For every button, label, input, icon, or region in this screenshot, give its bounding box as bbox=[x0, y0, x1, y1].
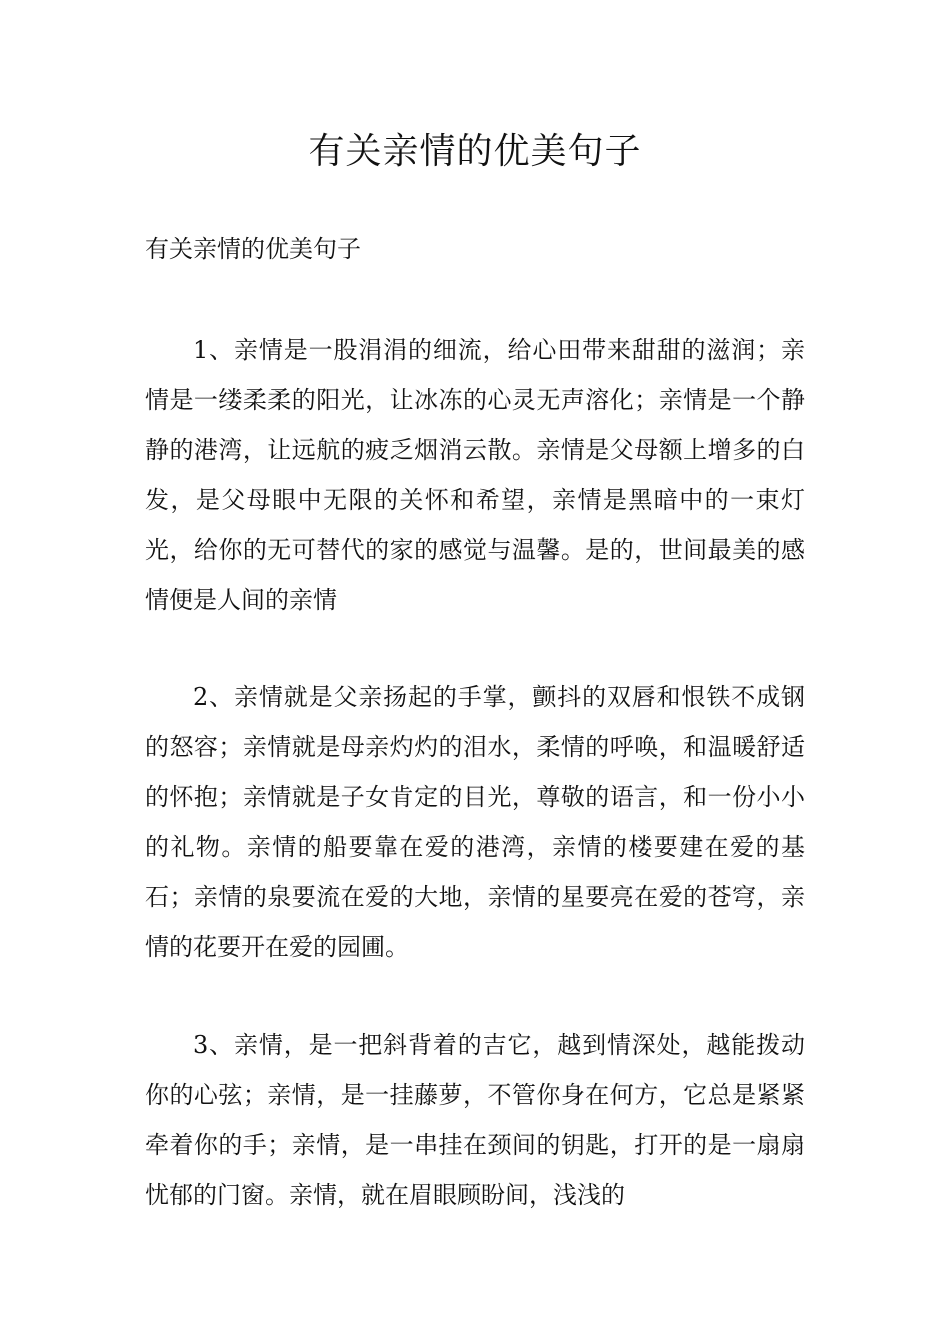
paragraph-1: 1、亲情是一股涓涓的细流，给心田带来甜甜的滋润；亲情是一缕柔柔的阳光，让冰冻的心灵无声溶化；亲情是一个静静的港湾，让远航的疲乏烟消云散。亲情是父母额上增多的白发，是父母眼中无限的关怀和希望，亲情是黑暗中的一束灯光，给你的无可替代的家的感觉与温馨。是的，世间最美的感情便是人间的亲情 bbox=[145, 336, 805, 614]
paragraph-2: 2、亲情就是父亲扬起的手掌，颤抖的双唇和恨铁不成钢的怒容；亲情就是母亲灼灼的泪水，柔情的呼唤，和温暖舒适的怀抱；亲情就是子女肯定的目光，尊敬的语言，和一份小小的礼物。亲情的船要靠在爱的港湾，亲情的楼要建在爱的基石；亲情的泉要流在爱的大地，亲情的星要亮在爱的苍穹，亲情的花要开在爱的园圃。 bbox=[145, 683, 805, 961]
document-subtitle: 有关亲情的优美句子 bbox=[145, 235, 361, 263]
paragraph-3: 3、亲情，是一把斜背着的吉它，越到情深处，越能拨动你的心弦；亲情，是一挂藤萝，不管你身在何方，它总是紧紧牵着你的手；亲情，是一串挂在颈间的钥匙，打开的是一扇扇忧郁的门窗。亲情，就在眉眼顾盼间，浅浅的 bbox=[145, 1031, 805, 1209]
document-title: 有关亲情的优美句子 bbox=[308, 131, 642, 172]
